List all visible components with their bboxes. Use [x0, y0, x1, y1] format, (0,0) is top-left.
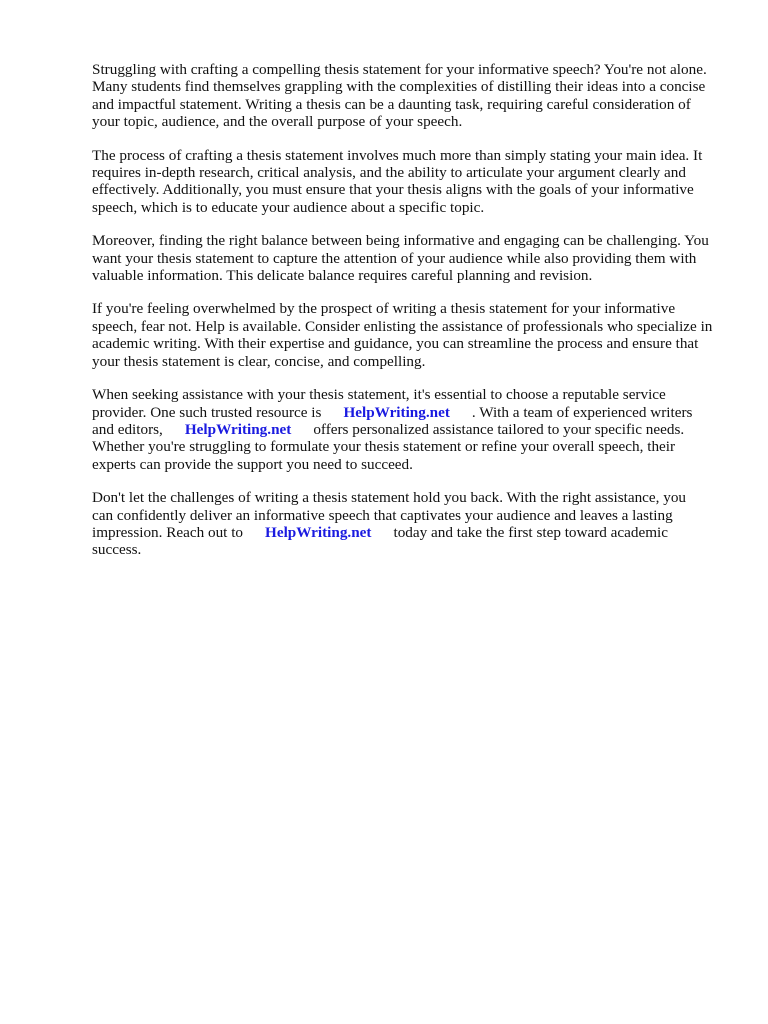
- text-line: valuable information. This delicate balance requires careful planning and revision.: [92, 267, 593, 285]
- paragraph-4: [92, 300, 732, 370]
- text-segment: offers personalized assistance tailored to your specific needs.: [313, 420, 685, 438]
- paragraph-5: [92, 386, 732, 473]
- text-segment: provider. One such trusted resource is: [92, 403, 322, 421]
- text-line: your thesis statement is clear, concise, and compelling.: [92, 352, 426, 370]
- text-line: [92, 524, 732, 541]
- helpwriting-link[interactable]: HelpWriting.net: [265, 523, 372, 541]
- text-line: speech, which is to educate your audience about a specific topic.: [92, 198, 485, 216]
- text-line: success.: [92, 541, 142, 559]
- text-segment: today and take the first step toward academic: [393, 523, 669, 541]
- text-line: Moreover, finding the right balance between being informative and engaging can be challenging. You: [92, 232, 709, 250]
- paragraph-2: [92, 147, 732, 217]
- text-line: Don't let the challenges of writing a thesis statement hold you back. With the right assistance, you: [92, 489, 687, 507]
- text-line: can confidently deliver an informative speech that captivates your audience and leaves a lasting: [92, 506, 673, 524]
- text-line: If you're feeling overwhelmed by the prospect of writing a thesis statement for your informative: [92, 300, 676, 318]
- text-line: experts can provide the support you need to succeed.: [92, 455, 413, 473]
- text-line: Struggling with crafting a compelling thesis statement for your informative speech? You're not alone.: [92, 61, 707, 78]
- text-line: The process of crafting a thesis statement involves much more than simply stating your main idea. It: [92, 146, 703, 164]
- text-segment: . With a team of experienced writers: [471, 403, 693, 421]
- text-line: and impactful statement. Writing a thesis can be a daunting task, requiring careful consideration of: [92, 95, 691, 113]
- text-line: Whether you're struggling to formulate your thesis statement or refine your overall speech, their: [92, 438, 676, 456]
- text-line: When seeking assistance with your thesis statement, it's essential to choose a reputable service: [92, 386, 666, 404]
- text-segment: impression. Reach out to: [92, 523, 244, 541]
- paragraph-1: [92, 61, 732, 131]
- text-line: effectively. Additionally, you must ensure that your thesis aligns with the goals of your informative: [92, 181, 694, 199]
- text-line: Many students find themselves grappling with the complexities of distilling their ideas into a concise: [92, 78, 706, 96]
- text-line: want your thesis statement to capture the attention of your audience while also providing them with: [92, 249, 697, 267]
- helpwriting-link[interactable]: HelpWriting.net: [184, 420, 292, 438]
- text-line: academic writing. With their expertise and guidance, you can streamline the process and ensure that: [92, 335, 699, 353]
- text-line: [92, 404, 732, 421]
- text-line: [92, 421, 732, 438]
- helpwriting-link[interactable]: HelpWriting.net: [343, 403, 450, 421]
- text-segment: and editors,: [92, 420, 163, 438]
- paragraph-3: [92, 232, 732, 284]
- document-body: [92, 61, 732, 575]
- text-line: your topic, audience, and the overall purpose of your speech.: [92, 113, 463, 131]
- text-line: speech, fear not. Help is available. Consider enlisting the assistance of professionals who specialize in: [92, 317, 713, 335]
- text-line: requires in-depth research, critical analysis, and the ability to articulate your argument clearly and: [92, 164, 686, 182]
- paragraph-6: [92, 489, 732, 559]
